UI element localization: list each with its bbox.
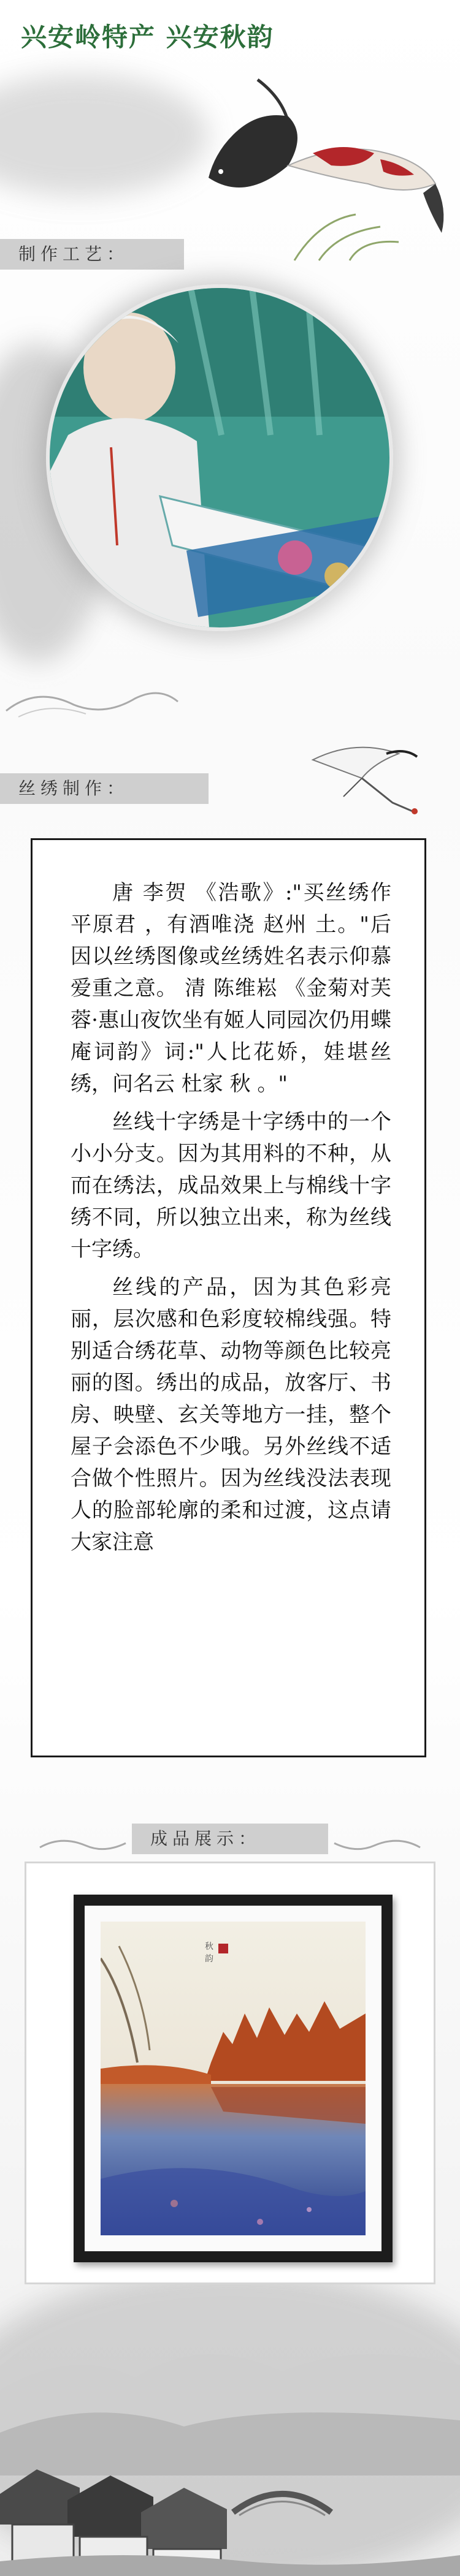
- embroidery-artisan-photo: [46, 284, 393, 631]
- svg-text:韵: 韵: [205, 1954, 213, 1964]
- grass-sprig-icon: [282, 196, 405, 263]
- embroidery-section-label: 丝绣制作：: [0, 773, 209, 804]
- craft-section-label: 制作工艺：: [0, 239, 184, 270]
- crane-bird-illustration: [301, 735, 423, 821]
- page-title: 兴安岭特产 兴安秋韵: [21, 22, 274, 52]
- svg-text:秋: 秋: [205, 1942, 213, 1952]
- cloud-swirl-icon: [0, 680, 184, 723]
- paragraph-definition: 丝线十字绣是十字绣中的一个小小分支。因为其用料的不种，从而在绣法，成品效果上与棉线十字绣不同，所以独立出来，称为丝线十字绣。: [71, 1110, 391, 1262]
- artwork-mat: [85, 1906, 381, 2251]
- showcase-section-label: 成品展示：: [132, 1824, 328, 1854]
- autumn-lake-embroidery: [101, 1922, 366, 2235]
- ink-wash-top: [0, 74, 209, 196]
- ink-village-scenery: [0, 2292, 460, 2576]
- embroidery-description-box: [31, 838, 426, 1757]
- framed-artwork: [74, 1895, 393, 2262]
- paragraph-features: 丝线的产品，因为其色彩亮丽，层次感和色彩度较棉线强。特别适合绣花草、动物等颜色比较亮丽的图。绣出的成品，放客厅、书房、映壁、玄关等地方一挂，整个屋子会添色不少哦。另外丝线不适合做个性照片。因为丝线没法表现人的脸部轮廓的柔和过渡，这点请大家注意: [71, 1275, 391, 1555]
- cloud-swirl-right-icon: [331, 1832, 423, 1857]
- cloud-swirl-left-icon: [37, 1832, 129, 1857]
- paragraph-history: 唐 李贺 《浩歌》:"买丝绣作 平原君 ，有酒唯浇 赵州 土。"后因以丝绣图像或丝绣姓名表示仰慕爱重之意。 清 陈维崧 《金菊对芙蓉·惠山夜饮坐有姬人同园次仍用蝶庵词韵》词:"人比花娇，娃堪丝绣，问名云 杜家 秋 。": [71, 881, 391, 1096]
